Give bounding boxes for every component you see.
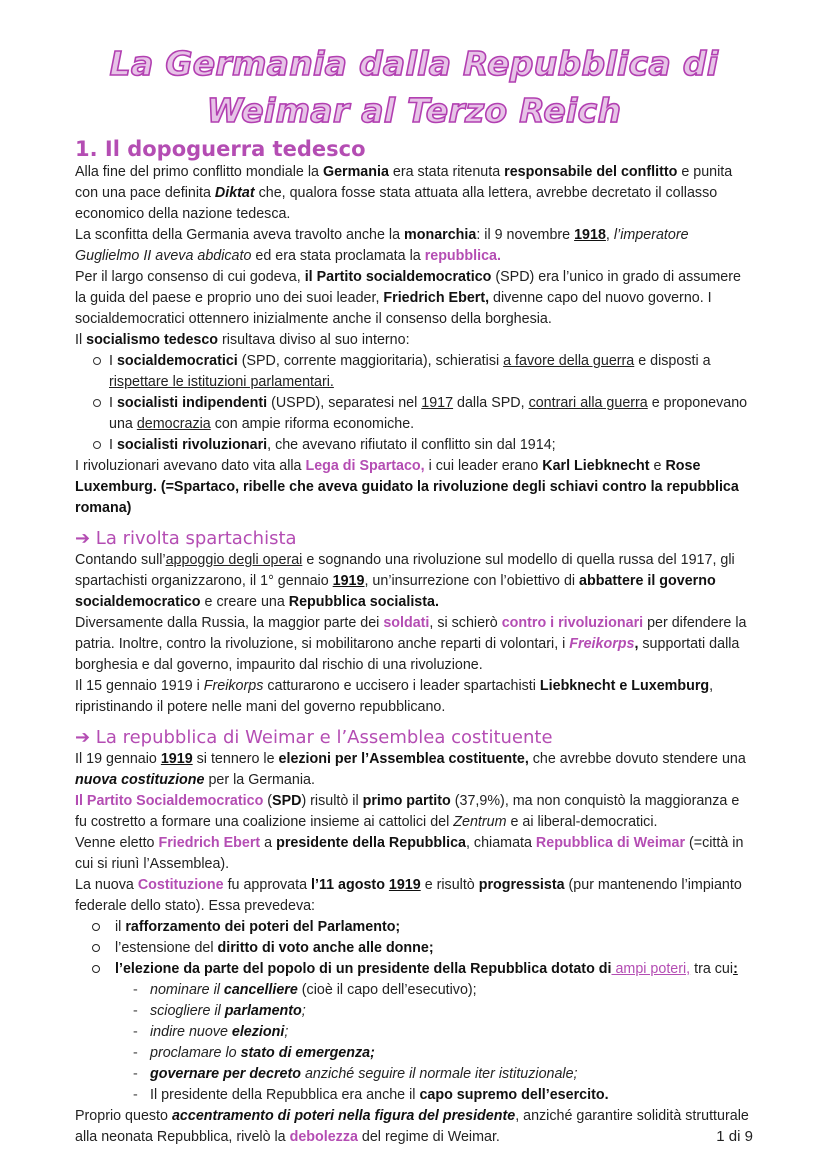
list-item: - governare per decreto anziché seguire il normale iter istituzionale; xyxy=(75,1064,755,1085)
text-run: Il xyxy=(75,332,87,348)
spacer xyxy=(75,519,755,527)
list-item: I socialisti rivoluzionari, che avevano rifiutato il conflitto sin dal 1914; xyxy=(75,435,755,456)
bold-text: il Partito socialdemocratico xyxy=(304,269,492,285)
text-run: La sconfitta della Germania aveva travolto anche la xyxy=(75,227,405,243)
list-item: - sciogliere il parlamento; xyxy=(75,1001,755,1022)
paragraph xyxy=(75,225,755,267)
list-item: - Il presidente della Repubblica era anche il capo supremo dell’esercito. xyxy=(75,1085,755,1106)
list-item: l’estensione del diritto di voto anche alle donne; xyxy=(75,938,755,959)
paragraph: Il 15 gennaio 1919 i Freikorps catturarono e uccisero i leader spartachisti Liebknecht e Luxemburg, ripristinando il potere nelle mani del governo repubblicano. xyxy=(75,678,714,715)
paragraph: Diversamente dalla Russia, la maggior parte dei soldati, si schierò contro i rivoluzionari per difendere la patria. Inoltre, contro la rivoluzione, si mobilitarono anche reparti di volontari, i Freikorps, supportati dalla borghesia e dal governo, impaurito dal rischio di una rivoluzione. xyxy=(75,615,747,673)
document-body xyxy=(75,136,755,1148)
document-title xyxy=(0,40,828,134)
bullet-list xyxy=(75,917,755,980)
section-heading-weimar: ➔ La repubblica di Weimar e l’Assemblea costituente xyxy=(75,727,553,748)
text-run: risultava diviso al suo interno: xyxy=(218,332,410,348)
text-run: e punita con una pace definita xyxy=(75,164,733,201)
paragraph xyxy=(75,162,755,225)
text-run: divenne capo del nuovo governo. I socialdemocratici ottennero inizialmente anche il consenso della borghesia. xyxy=(75,290,712,327)
paragraph xyxy=(75,330,755,351)
text-run: , xyxy=(605,227,614,243)
list-item: - proclamare lo stato di emergenza; xyxy=(75,1043,755,1064)
bold-text: monarchia xyxy=(404,227,477,243)
underlined-year: 1918 xyxy=(574,227,606,243)
section-heading-rivolta: ➔ La rivolta spartachista xyxy=(75,528,297,549)
paragraph: Contando sull’appoggio degli operai e sognando una rivoluzione sul modello di quella russa del 1917, gli spartachisti organizzarono, il 1° gennaio 1919, un’insurrezione con l’obiettivo di abbattere il governo socialdemocratico e creare una Repubblica socialista. xyxy=(75,552,735,610)
highlight-text: repubblica. xyxy=(424,248,501,264)
title-line-1: La Germania dalla Repubblica di xyxy=(109,44,719,83)
paragraph: I rivoluzionari avevano dato vita alla Lega di Spartaco, i cui leader erano Karl Liebknecht e Rose Luxemburg. (=Spartaco, ribelle che aveva guidato la rivoluzione degli schiavi contro la repubblica romana) xyxy=(75,458,739,516)
list-item: il rafforzamento dei poteri del Parlamento; xyxy=(75,917,755,938)
text-run: : il 9 novembre xyxy=(476,227,575,243)
paragraph: Il Partito Socialdemocratico (SPD) risultò il primo partito (37,9%), ma non conquistò la maggioranza e fu costretto a formare una coalizione insieme ai cattolici del Zentrum e ai liberal-democratici. xyxy=(75,793,740,830)
page-number: 1 di 9 xyxy=(716,1128,753,1145)
bullet-list xyxy=(75,351,755,456)
section-heading-dopoguerra: 1. Il dopoguerra tedesco xyxy=(75,137,366,161)
paragraph xyxy=(75,267,755,330)
paragraph: Proprio questo accentramento di poteri nella figura del presidente, anziché garantire solidità strutturale alla neonata Repubblica, rivelò la debolezza del regime di Weimar. xyxy=(75,1108,749,1145)
paragraph: Venne eletto Friedrich Ebert a presidente della Repubblica, chiamata Repubblica di Weimar (=città in cui si riunì l’Assemblea). xyxy=(75,835,744,872)
list-item: l’elezione da parte del popolo di un presidente della Repubblica dotato di ampi poteri, tra cui: xyxy=(75,959,755,980)
italic-text: l’imperatore Guglielmo II aveva abdicato xyxy=(75,227,689,264)
list-item: I socialdemocratici (SPD, corrente maggioritaria), schieratisi a favore della guerra e disposti a rispettare le istituzioni parlamentari. xyxy=(75,351,755,393)
list-item: I socialisti indipendenti (USPD), separatesi nel 1917 dalla SPD, contrari alla guerra e proponevano una democrazia con ampie riforma economiche. xyxy=(75,393,755,435)
spacer xyxy=(75,718,755,726)
text-run: che, qualora fosse stata attuata alla lettera, avrebbe decretato il collasso economico della nazione tedesca. xyxy=(75,185,718,222)
bold-text: Friedrich Ebert, xyxy=(383,290,490,306)
text-run: era stata ritenuta xyxy=(388,164,505,180)
bold-text: socialismo tedesco xyxy=(86,332,219,348)
list-item: - nominare il cancelliere (cioè il capo dell’esecutivo); xyxy=(75,980,755,1001)
dash-list xyxy=(75,980,755,1106)
text-run: Per il largo consenso di cui godeva, xyxy=(75,269,305,285)
title-line-2: Weimar al Terzo Reich xyxy=(206,91,622,130)
list-item: - indire nuove elezioni; xyxy=(75,1022,755,1043)
paragraph: La nuova Costituzione fu approvata l’11 agosto 1919 e risultò progressista (pur mantenendo l’impianto federale dello stato). Essa prevedeva: xyxy=(75,877,742,914)
text-run: Alla fine del primo conflitto mondiale la xyxy=(75,164,323,180)
bold-text: responsabile del conflitto xyxy=(504,164,678,180)
text-run: ed era stata proclamata la xyxy=(251,248,425,264)
text-run: (SPD) era l’unico in grado di assumere la guida del paese e proprio uno dei suoi leader, xyxy=(75,269,741,306)
bold-text: Germania xyxy=(322,164,389,180)
bold-italic-text: Diktat xyxy=(214,185,255,201)
paragraph: Il 19 gennaio 1919 si tennero le elezioni per l’Assemblea costituente, che avrebbe dovuto stendere una nuova costituzione per la Germania. xyxy=(75,751,746,788)
